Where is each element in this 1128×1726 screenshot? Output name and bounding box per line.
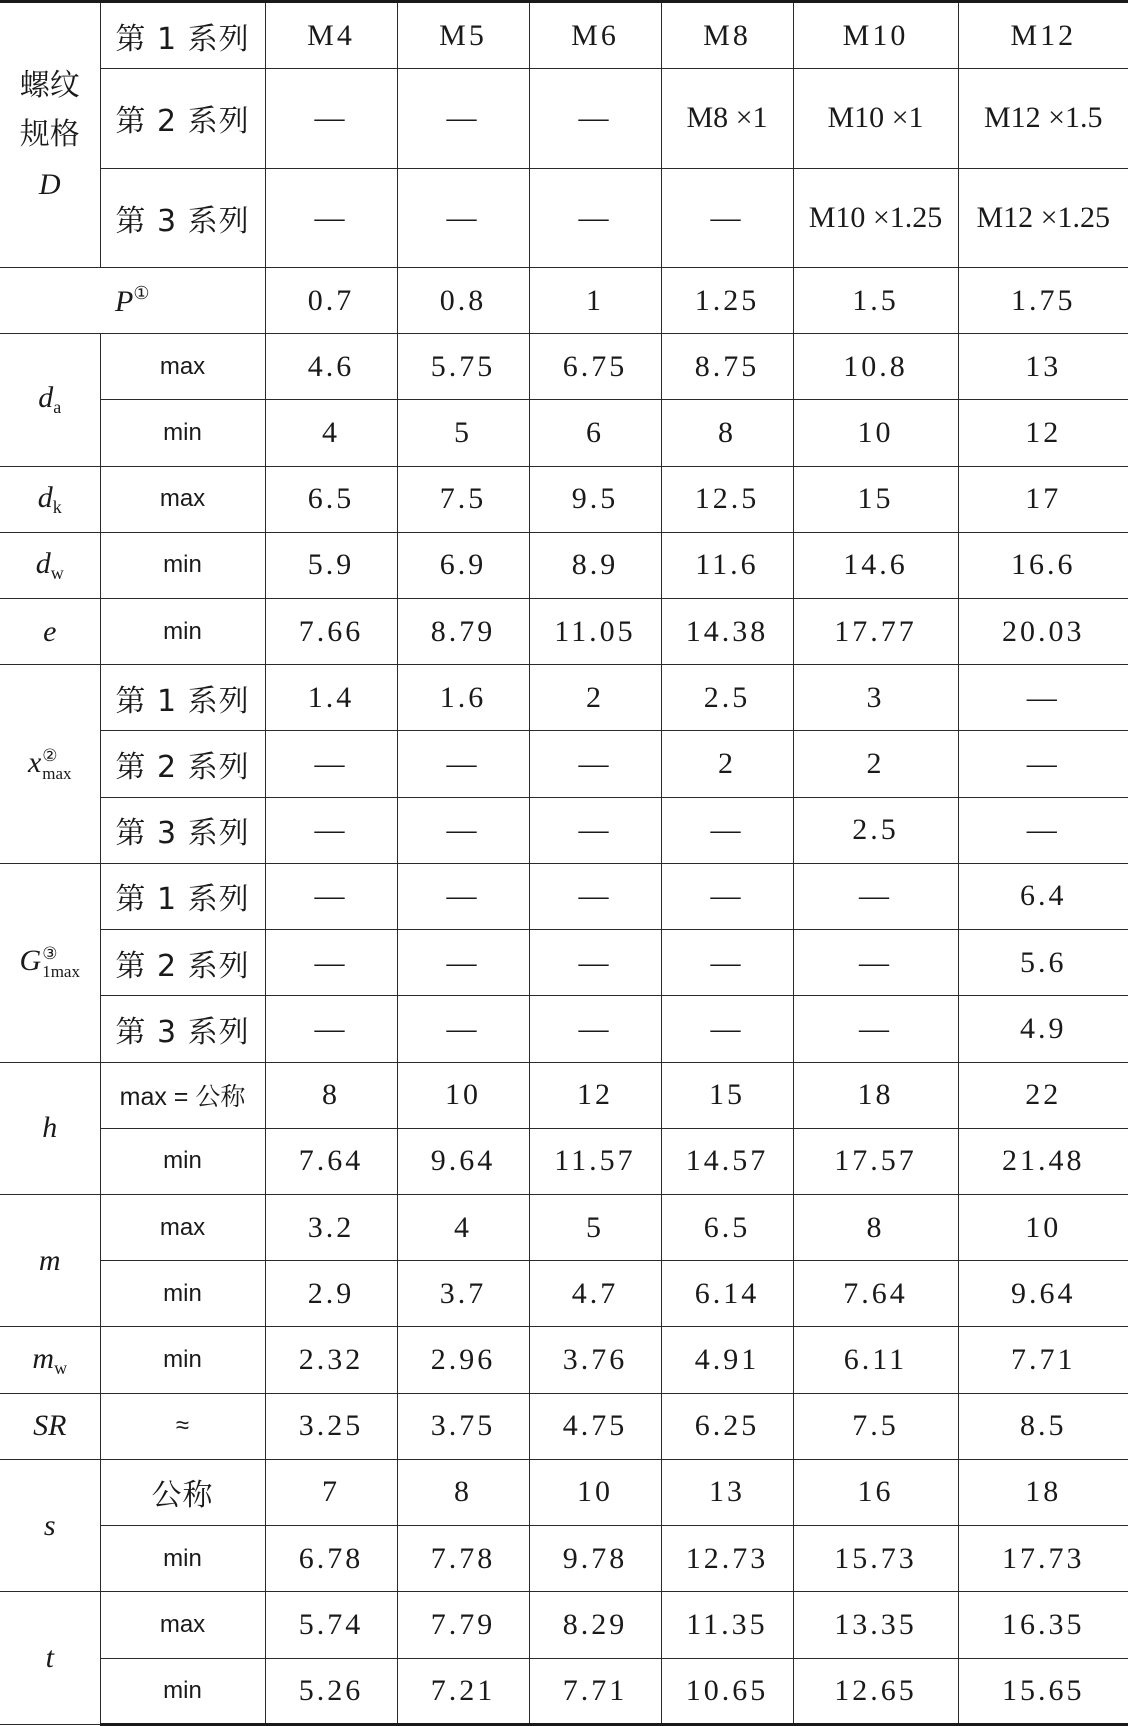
value-cell: — <box>265 731 397 797</box>
value-cell: 1.4 <box>265 665 397 731</box>
value-cell: 15 <box>793 466 958 532</box>
size-cell: — <box>397 69 529 168</box>
value-cell: 8.75 <box>661 334 793 400</box>
thread-spec-symbol: D <box>38 167 61 201</box>
min-label: min <box>100 1327 265 1393</box>
series2-label: 第 2 系列 <box>100 930 265 996</box>
thread-spec-series3-row <box>0 168 1128 267</box>
value-cell: 6.11 <box>793 1327 958 1393</box>
g1max-label: G ③ 1max <box>0 863 100 1062</box>
value-cell: — <box>529 797 661 863</box>
value-cell: 3 <box>793 665 958 731</box>
value-cell: 22 <box>958 1062 1128 1128</box>
value-cell: 8 <box>661 400 793 466</box>
value-cell: 12.65 <box>793 1658 958 1725</box>
value-cell: 3.76 <box>529 1327 661 1393</box>
value-cell: 6.75 <box>529 334 661 400</box>
value-cell: 5.75 <box>397 334 529 400</box>
value-cell: 11.6 <box>661 532 793 598</box>
value-cell: — <box>529 930 661 996</box>
sr-row <box>0 1393 1128 1459</box>
size-cell: — <box>265 168 397 267</box>
max-label: max <box>100 1194 265 1260</box>
size-cell: — <box>265 69 397 168</box>
value-cell: 0.8 <box>397 267 529 333</box>
value-cell: 3.25 <box>265 1393 397 1459</box>
value-cell: — <box>265 863 397 929</box>
min-label: min <box>100 1526 265 1592</box>
size-cell: — <box>661 168 793 267</box>
value-cell: — <box>529 863 661 929</box>
value-cell: 12.73 <box>661 1526 793 1592</box>
value-cell: 13 <box>958 334 1128 400</box>
value-cell: 1.6 <box>397 665 529 731</box>
value-cell: 9.64 <box>958 1261 1128 1327</box>
min-label: min <box>100 400 265 466</box>
value-cell: 6.25 <box>661 1393 793 1459</box>
value-cell: 16 <box>793 1459 958 1525</box>
dk-row <box>0 466 1128 532</box>
mw-label: $m_w$ <box>0 1327 100 1393</box>
size-cell: M12 ×1.25 <box>958 168 1128 267</box>
size-cell: M4 <box>265 2 397 69</box>
size-cell: — <box>529 69 661 168</box>
value-cell: 17 <box>958 466 1128 532</box>
value-cell: 7.5 <box>397 466 529 532</box>
value-cell: 8 <box>397 1459 529 1525</box>
value-cell: 2.9 <box>265 1261 397 1327</box>
value-cell: 6.4 <box>958 863 1128 929</box>
value-cell: 0.7 <box>265 267 397 333</box>
series2-label: 第 2 系列 <box>100 69 265 168</box>
value-cell: 3.75 <box>397 1393 529 1459</box>
dk-label: $d_k$ <box>0 466 100 532</box>
value-cell: 7.5 <box>793 1393 958 1459</box>
value-cell: 15 <box>661 1062 793 1128</box>
size-cell: M12 <box>958 2 1128 69</box>
value-cell: 2.5 <box>661 665 793 731</box>
pitch-row <box>0 267 1128 333</box>
h-min-row <box>0 1128 1128 1194</box>
approx-label: ≈ <box>100 1393 265 1459</box>
h-label: h <box>0 1062 100 1194</box>
size-cell: M10 ×1 <box>793 69 958 168</box>
value-cell: — <box>958 731 1128 797</box>
value-cell: 10 <box>793 400 958 466</box>
value-cell: 3.7 <box>397 1261 529 1327</box>
value-cell: 7.21 <box>397 1658 529 1725</box>
value-cell: 5.26 <box>265 1658 397 1725</box>
size-cell: — <box>529 168 661 267</box>
value-cell: 5.74 <box>265 1592 397 1658</box>
size-cell: M10 <box>793 2 958 69</box>
value-cell: — <box>397 930 529 996</box>
pitch-label: P① <box>0 267 265 333</box>
size-cell: M5 <box>397 2 529 69</box>
thread-spec-label-line1: 螺纹 <box>19 67 80 103</box>
da-label: $d_a$ <box>0 334 100 466</box>
value-cell: 1.75 <box>958 267 1128 333</box>
value-cell: — <box>397 797 529 863</box>
size-cell: M8 ×1 <box>661 69 793 168</box>
value-cell: 14.6 <box>793 532 958 598</box>
size-cell: M10 ×1.25 <box>793 168 958 267</box>
value-cell: 7.64 <box>265 1128 397 1194</box>
sr-label: SR <box>0 1393 100 1459</box>
value-cell: 13 <box>661 1459 793 1525</box>
value-cell: 5 <box>397 400 529 466</box>
series3-label: 第 3 系列 <box>100 797 265 863</box>
dw-row <box>0 532 1128 598</box>
value-cell: — <box>397 863 529 929</box>
m-min-row <box>0 1261 1128 1327</box>
value-cell: 2.32 <box>265 1327 397 1393</box>
value-cell: 8.9 <box>529 532 661 598</box>
value-cell: — <box>958 797 1128 863</box>
max-label: max <box>100 334 265 400</box>
value-cell: — <box>265 930 397 996</box>
m-max-row <box>0 1194 1128 1260</box>
value-cell: 4 <box>265 400 397 466</box>
value-cell: 11.57 <box>529 1128 661 1194</box>
xmax-series3-row <box>0 797 1128 863</box>
e-row <box>0 599 1128 665</box>
value-cell: 2 <box>793 731 958 797</box>
value-cell: 10.65 <box>661 1658 793 1725</box>
size-cell: — <box>397 168 529 267</box>
g1max-series2-row <box>0 930 1128 996</box>
value-cell: 8.79 <box>397 599 529 665</box>
s-label: s <box>0 1459 100 1591</box>
value-cell: 18 <box>793 1062 958 1128</box>
value-cell: 4.7 <box>529 1261 661 1327</box>
value-cell: 8 <box>793 1194 958 1260</box>
value-cell: — <box>661 797 793 863</box>
value-cell: — <box>661 930 793 996</box>
value-cell: 4.75 <box>529 1393 661 1459</box>
t-label: t <box>0 1592 100 1725</box>
xmax-series2-row <box>0 731 1128 797</box>
min-label: min <box>100 599 265 665</box>
value-cell: 2.96 <box>397 1327 529 1393</box>
da-min-row <box>0 400 1128 466</box>
xmax-label: x ② max <box>0 665 100 864</box>
value-cell: 7.79 <box>397 1592 529 1658</box>
value-cell: 15.65 <box>958 1658 1128 1725</box>
value-cell: 16.6 <box>958 532 1128 598</box>
value-cell: — <box>397 996 529 1062</box>
value-cell: 13.35 <box>793 1592 958 1658</box>
s-nominal-row <box>0 1459 1128 1525</box>
min-label: min <box>100 1261 265 1327</box>
value-cell: 5 <box>529 1194 661 1260</box>
value-cell: 10.8 <box>793 334 958 400</box>
value-cell: 7.66 <box>265 599 397 665</box>
series1-label: 第 1 系列 <box>100 863 265 929</box>
value-cell: 17.73 <box>958 1526 1128 1592</box>
value-cell: — <box>793 930 958 996</box>
value-cell: 1.5 <box>793 267 958 333</box>
value-cell: 11.35 <box>661 1592 793 1658</box>
nominal-label: 公称 <box>100 1459 265 1525</box>
min-label: min <box>100 1128 265 1194</box>
series1-label: 第 1 系列 <box>100 665 265 731</box>
value-cell: 14.57 <box>661 1128 793 1194</box>
value-cell: 7.64 <box>793 1261 958 1327</box>
value-cell: — <box>661 996 793 1062</box>
thread-spec-label-cell <box>0 2 100 268</box>
dw-label: $d_w$ <box>0 532 100 598</box>
value-cell: 21.48 <box>958 1128 1128 1194</box>
value-cell: 3.2 <box>265 1194 397 1260</box>
value-cell: 4 <box>397 1194 529 1260</box>
value-cell: 12 <box>958 400 1128 466</box>
xmax-series1-row <box>0 665 1128 731</box>
value-cell: 10 <box>958 1194 1128 1260</box>
value-cell: 9.5 <box>529 466 661 532</box>
size-cell: M6 <box>529 2 661 69</box>
value-cell: 8.29 <box>529 1592 661 1658</box>
value-cell: 6 <box>529 400 661 466</box>
value-cell: 9.64 <box>397 1128 529 1194</box>
value-cell: 2 <box>529 665 661 731</box>
value-cell: 7.71 <box>958 1327 1128 1393</box>
value-cell: 2 <box>661 731 793 797</box>
value-cell: 6.5 <box>265 466 397 532</box>
value-cell: 12.5 <box>661 466 793 532</box>
s-min-row <box>0 1526 1128 1592</box>
value-cell: 10 <box>397 1062 529 1128</box>
value-cell: 17.77 <box>793 599 958 665</box>
series2-label: 第 2 系列 <box>100 731 265 797</box>
mw-row <box>0 1327 1128 1393</box>
max-nominal-label: max = 公称 <box>100 1062 265 1128</box>
h-max-row <box>0 1062 1128 1128</box>
value-cell: — <box>529 996 661 1062</box>
value-cell: 6.14 <box>661 1261 793 1327</box>
value-cell: 5.9 <box>265 532 397 598</box>
value-cell: 11.05 <box>529 599 661 665</box>
value-cell: — <box>529 731 661 797</box>
thread-spec-series1-row <box>0 2 1128 69</box>
da-max-row <box>0 334 1128 400</box>
value-cell: 7.78 <box>397 1526 529 1592</box>
value-cell: 7 <box>265 1459 397 1525</box>
size-cell: M12 ×1.5 <box>958 69 1128 168</box>
value-cell: — <box>265 797 397 863</box>
min-label: min <box>100 1658 265 1725</box>
thread-spec-series2-row <box>0 69 1128 168</box>
value-cell: — <box>793 996 958 1062</box>
thread-spec-label-line2: 规格 <box>19 117 80 153</box>
series3-label: 第 3 系列 <box>100 996 265 1062</box>
value-cell: 10 <box>529 1459 661 1525</box>
e-label: e <box>0 599 100 665</box>
value-cell: 8 <box>265 1062 397 1128</box>
min-label: min <box>100 532 265 598</box>
value-cell: 18 <box>958 1459 1128 1525</box>
size-cell: M8 <box>661 2 793 69</box>
value-cell: 16.35 <box>958 1592 1128 1658</box>
value-cell: 7.71 <box>529 1658 661 1725</box>
value-cell: 8.5 <box>958 1393 1128 1459</box>
value-cell: 1.25 <box>661 267 793 333</box>
value-cell: 17.57 <box>793 1128 958 1194</box>
value-cell: 12 <box>529 1062 661 1128</box>
value-cell: — <box>661 863 793 929</box>
value-cell: 15.73 <box>793 1526 958 1592</box>
value-cell: 14.38 <box>661 599 793 665</box>
value-cell: 6.5 <box>661 1194 793 1260</box>
value-cell: 6.78 <box>265 1526 397 1592</box>
value-cell: 1 <box>529 267 661 333</box>
value-cell: 4.91 <box>661 1327 793 1393</box>
t-min-row <box>0 1658 1128 1725</box>
m-label: m <box>0 1194 100 1326</box>
t-max-row <box>0 1592 1128 1658</box>
value-cell: 4.6 <box>265 334 397 400</box>
value-cell: 9.78 <box>529 1526 661 1592</box>
g1max-series1-row <box>0 863 1128 929</box>
value-cell: 20.03 <box>958 599 1128 665</box>
max-label: max <box>100 466 265 532</box>
value-cell: — <box>793 863 958 929</box>
value-cell: 5.6 <box>958 930 1128 996</box>
value-cell: — <box>265 996 397 1062</box>
series1-label: 第 1 系列 <box>100 2 265 69</box>
value-cell: — <box>397 731 529 797</box>
value-cell: 2.5 <box>793 797 958 863</box>
g1max-series3-row <box>0 996 1128 1062</box>
value-cell: 6.9 <box>397 532 529 598</box>
value-cell: — <box>958 665 1128 731</box>
series3-label: 第 3 系列 <box>100 168 265 267</box>
value-cell: 4.9 <box>958 996 1128 1062</box>
max-label: max <box>100 1592 265 1658</box>
